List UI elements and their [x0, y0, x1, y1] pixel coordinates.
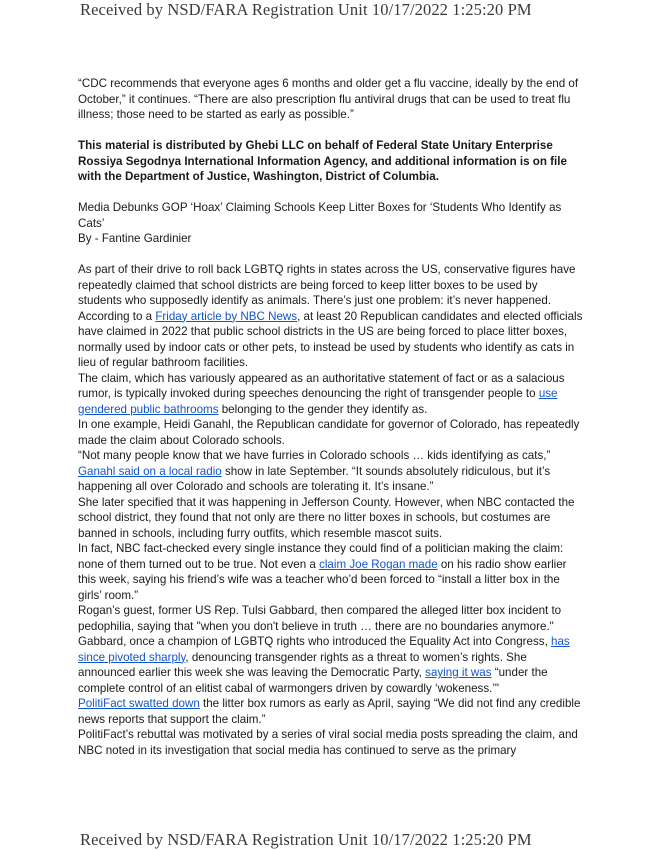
body-paragraph-11: PolitiFact’s rebuttal was motivated by a series of viral social media posts spreading the claim, and NBC noted in its investigation that social media has continued to serve as the primary — [78, 728, 578, 757]
article-byline: By - Fantine Gardinier — [78, 232, 192, 245]
body-paragraph-8: Rogan’s guest, former US Rep. Tulsi Gabbard, then compared the alleged litter box incident to pedophilia, saying that "when you don't believe in truth … there are no boundaries anymore." — [78, 604, 562, 633]
article-headline: Media Debunks GOP ‘Hoax’ Claiming Schools Keep Litter Boxes for ‘Students Who Identify as Cats’ — [78, 201, 562, 230]
body-paragraph-10: PolitiFact swatted down the litter box rumors as early as April, saying “We did not find any credible news reports that support the claim.” — [78, 697, 581, 726]
joe-rogan-claim-link[interactable]: claim Joe Rogan made — [319, 557, 438, 571]
body-paragraph-4: In one example, Heidi Ganahl, the Republican candidate for governor of Colorado, has repeatedly made the claim about Colorado schools. — [78, 418, 580, 447]
body-paragraph-9: Gabbard, once a champion of LGBTQ rights who introduced the Equality Act into Congress, has since pivoted sharply, denouncing transgender rights as a threat to women’s rights. She announced earlier this week she was leaving the Democratic Party, saying it was “under the complete control of an elitist cabal of warmongers driven by cowardly ‘wokeness.’" — [78, 635, 570, 695]
fara-disclaimer: This material is distributed by Ghebi LLC on behalf of Federal State Unitary Enterprise Rossiya Segodnya International Information Agency, and additional information is on file with the Department of Justice, Washington, District of Columbia. — [78, 139, 567, 183]
body-paragraph-6: She later specified that it was happening in Jefferson County. However, when NBC contacted the school district, they found that not only are there no litter boxes in schools, but costumes are banned in schools, including furry outfits, which resemble mascot suits. — [78, 495, 575, 540]
body-paragraph-7: In fact, NBC fact-checked every single instance they could find of a politician making the claim: none of them turned out to be true. Not even a claim Joe Rogan made on his radio show earlier this week, saying his friend’s wife was a teacher who’d been forced to “install a litter box in the girls’ room.” — [78, 542, 567, 602]
ganahl-radio-link[interactable]: Ganahl said on a local radio — [78, 464, 222, 478]
body-paragraph-1: As part of their drive to roll back LGBTQ rights in states across the US, conservative figures have repeatedly claimed that school districts are being forced to keep litter boxes to be used by students who supposedly identify as animals. There’s just one problem: it’s never happened. — [78, 263, 576, 307]
nbc-article-link[interactable]: Friday article by NBC News — [155, 309, 298, 323]
fara-registration-stamp-top: Received by NSD/FARA Registration Unit 10/17/2022 1:25:20 PM — [80, 0, 532, 19]
body-paragraph-2: According to a Friday article by NBC News, at least 20 Republican candidates and elected officials have claimed in 2022 that public school districts in the US are being forced to place litter boxes, normally used by indoor cats or other pets, to instead be used by students who identify as cats in lieu of regular bathroom facilities. — [78, 309, 583, 369]
body-paragraph-3: The claim, which has variously appeared as an authoritative statement of fact or as a salacious rumor, is typically invoked during speeches denouncing the right of transgender people to use gendered public bathrooms belonging to the gender they identify as. — [78, 371, 565, 416]
gendered-bathrooms-link[interactable]: use gendered public bathrooms — [78, 387, 558, 416]
politifact-link[interactable]: PolitiFact swatted down — [78, 697, 200, 710]
pivoted-sharply-link[interactable]: has since pivoted sharply — [78, 635, 570, 664]
document-body — [78, 76, 583, 758]
saying-it-was-link[interactable]: saying it was — [425, 666, 492, 679]
fara-registration-stamp-bottom: Received by NSD/FARA Registration Unit 10/17/2022 1:25:20 PM — [80, 830, 532, 849]
intro-paragraph: “CDC recommends that everyone ages 6 months and older get a flu vaccine, ideally by the end of October,” it continues. “There are also prescription flu antiviral drugs that can be used to treat flu illness; those need to be started as early as possible.” — [78, 77, 579, 121]
body-paragraph-5: “Not many people know that we have furries in Colorado schools … kids identifying as cats,” Ganahl said on a local radio show in late September. “It sounds absolutely ridiculous, but it’s happening all over Colorado and schools are tolerating it. It’s insane.” — [78, 449, 551, 493]
